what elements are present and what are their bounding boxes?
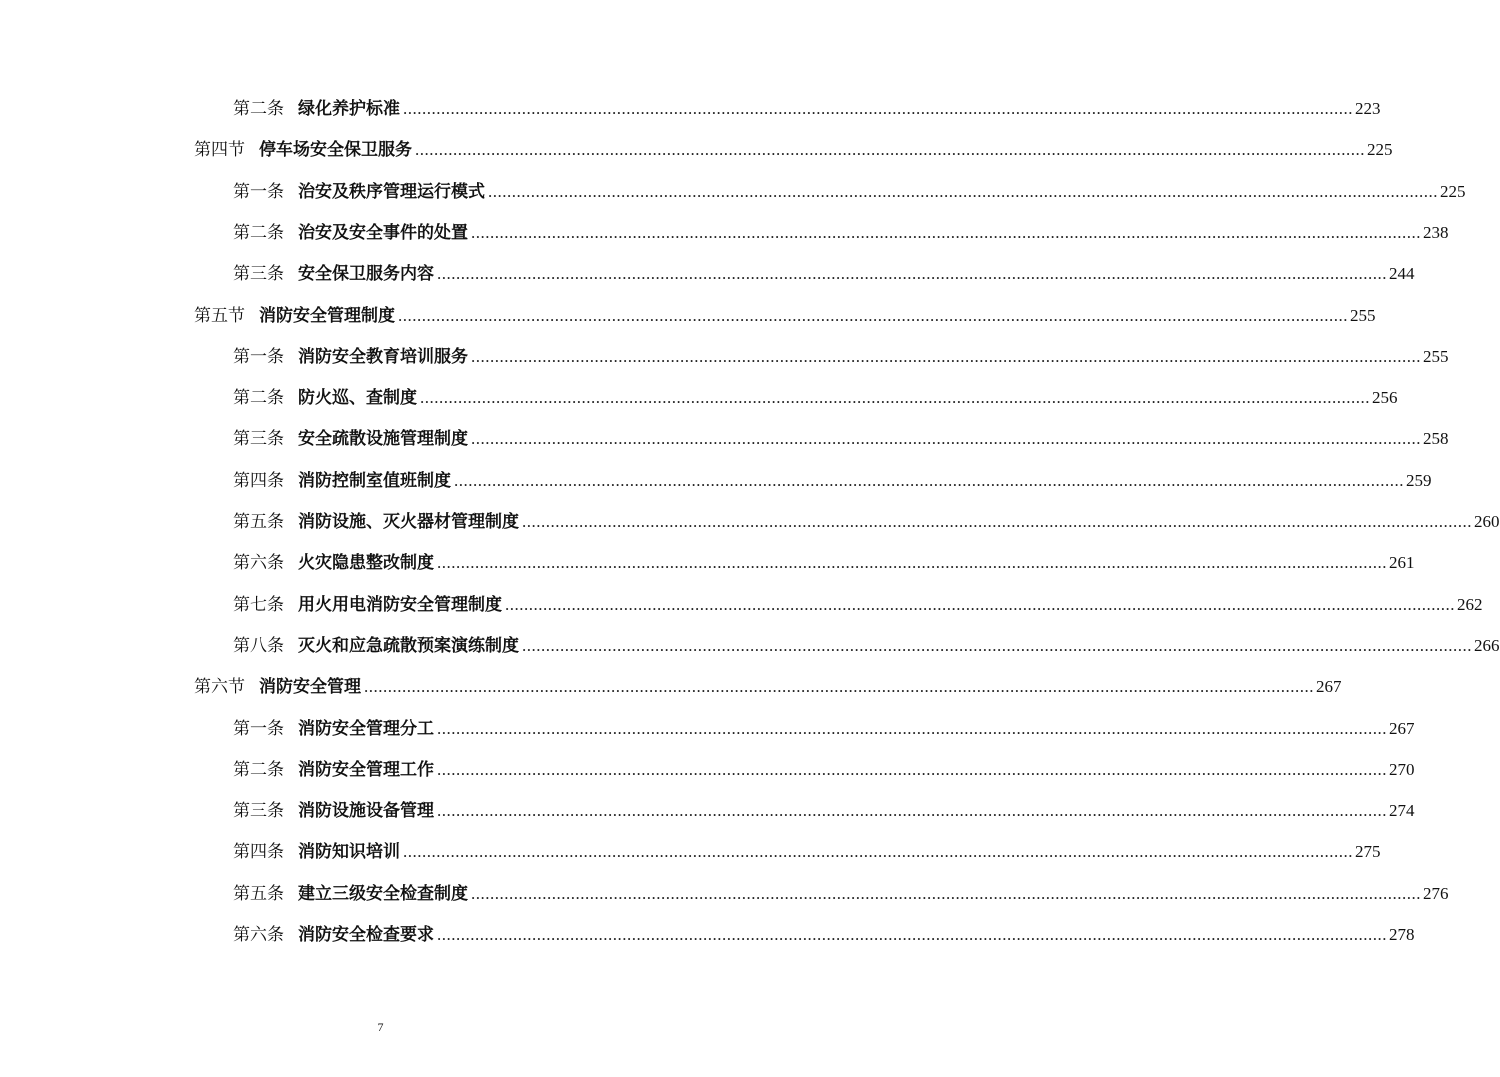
toc-dot-leader: ........................................................................................................................................................................................................	[471, 223, 1421, 242]
toc-entry-page: 225	[1440, 182, 1466, 201]
toc-entry-number: 第五条	[233, 884, 284, 903]
toc-article-entry[interactable]	[233, 796, 1415, 822]
toc-entry-page: 238	[1423, 223, 1449, 242]
toc-entry-page: 255	[1350, 306, 1376, 325]
toc-article-entry[interactable]	[233, 94, 1381, 120]
toc-entry-number: 第一条	[233, 182, 284, 201]
toc-entry-number: 第四条	[233, 471, 284, 490]
toc-entry-number: 第五条	[233, 512, 284, 531]
toc-entry-page: 261	[1389, 553, 1415, 572]
toc-article-entry[interactable]	[233, 631, 1500, 657]
toc-article-entry[interactable]	[233, 259, 1415, 285]
toc-entry-page: 266	[1474, 636, 1500, 655]
toc-dot-leader: ........................................................................................................................................................................................................	[420, 388, 1370, 407]
toc-dot-leader: ........................................................................................................................................................................................................	[488, 182, 1438, 201]
toc-section-entry[interactable]	[194, 301, 1376, 327]
toc-article-entry[interactable]	[233, 920, 1415, 946]
toc-entry-number: 第八条	[233, 636, 284, 655]
toc-entry-page: 267	[1389, 719, 1415, 738]
toc-entry-page: 225	[1367, 140, 1393, 159]
toc-entry-number: 第二条	[233, 760, 284, 779]
toc-dot-leader: ........................................................................................................................................................................................................	[437, 925, 1387, 944]
toc-entry-title: 治安及秩序管理运行模式	[298, 182, 485, 202]
toc-dot-leader: ........................................................................................................................................................................................................	[454, 471, 1404, 490]
toc-dot-leader: ........................................................................................................................................................................................................	[471, 347, 1421, 366]
toc-entry-title: 消防安全管理制度	[259, 306, 395, 326]
toc-dot-leader: ........................................................................................................................................................................................................	[522, 512, 1472, 531]
page-number: 7	[377, 1020, 384, 1034]
toc-dot-leader: ........................................................................................................................................................................................................	[364, 677, 1314, 696]
toc-article-entry[interactable]	[233, 466, 1432, 492]
toc-dot-leader: ........................................................................................................................................................................................................	[471, 429, 1421, 448]
toc-entry-title: 消防知识培训	[298, 842, 400, 862]
toc-entry-page: 262	[1457, 595, 1483, 614]
toc-dot-leader: ........................................................................................................................................................................................................	[398, 306, 1348, 325]
toc-entry-title: 消防控制室值班制度	[298, 471, 451, 491]
toc-entry-page: 274	[1389, 801, 1415, 820]
toc-entry-title: 用火用电消防安全管理制度	[298, 595, 502, 615]
toc-entry-number: 第三条	[233, 264, 284, 283]
toc-entry-number: 第一条	[233, 719, 284, 738]
toc-entry-title: 消防安全教育培训服务	[298, 347, 468, 367]
toc-entry-number: 第二条	[233, 99, 284, 118]
toc-dot-leader: ........................................................................................................................................................................................................	[403, 99, 1353, 118]
toc-entry-number: 第二条	[233, 388, 284, 407]
toc-entry-title: 消防设施、灭火器材管理制度	[298, 512, 519, 532]
toc-article-entry[interactable]	[233, 590, 1483, 616]
toc-entry-page: 260	[1474, 512, 1500, 531]
toc-section-entry[interactable]	[194, 135, 1393, 161]
toc-article-entry[interactable]	[233, 837, 1381, 863]
toc-section-entry[interactable]	[194, 672, 1342, 698]
toc-entry-number: 第七条	[233, 595, 284, 614]
toc-article-entry[interactable]	[233, 218, 1449, 244]
toc-entry-title: 绿化养护标准	[298, 99, 400, 119]
toc-entry-title: 消防安全检查要求	[298, 925, 434, 945]
toc-article-entry[interactable]	[233, 548, 1415, 574]
toc-entry-page: 223	[1355, 99, 1381, 118]
toc-entry-page: 259	[1406, 471, 1432, 490]
toc-entry-title: 火灾隐患整改制度	[298, 553, 434, 573]
toc-entry-title: 消防安全管理分工	[298, 719, 434, 739]
toc-article-entry[interactable]	[233, 177, 1466, 203]
toc-dot-leader: ........................................................................................................................................................................................................	[437, 719, 1387, 738]
toc-entry-number: 第三条	[233, 429, 284, 448]
toc-entry-title: 消防安全管理	[259, 677, 361, 697]
toc-dot-leader: ........................................................................................................................................................................................................	[505, 595, 1455, 614]
toc-entry-number: 第五节	[194, 306, 245, 325]
toc-entry-page: 255	[1423, 347, 1449, 366]
toc-entry-title: 消防设施设备管理	[298, 801, 434, 821]
toc-entry-title: 治安及安全事件的处置	[298, 223, 468, 243]
toc-article-entry[interactable]	[233, 879, 1449, 905]
toc-article-entry[interactable]	[233, 342, 1449, 368]
toc-entry-title: 消防安全管理工作	[298, 760, 434, 780]
toc-entry-number: 第四节	[194, 140, 245, 159]
toc-article-entry[interactable]	[233, 714, 1415, 740]
toc-entry-number: 第六条	[233, 553, 284, 572]
toc-dot-leader: ........................................................................................................................................................................................................	[522, 636, 1472, 655]
toc-entry-page: 267	[1316, 677, 1342, 696]
toc-article-entry[interactable]	[233, 755, 1415, 781]
toc-entry-title: 建立三级安全检查制度	[298, 884, 468, 904]
toc-dot-leader: ........................................................................................................................................................................................................	[415, 140, 1365, 159]
toc-entry-number: 第二条	[233, 223, 284, 242]
toc-article-entry[interactable]	[233, 383, 1398, 409]
toc-dot-leader: ........................................................................................................................................................................................................	[437, 801, 1387, 820]
toc-entry-number: 第一条	[233, 347, 284, 366]
toc-dot-leader: ........................................................................................................................................................................................................	[437, 264, 1387, 283]
toc-entry-number: 第三条	[233, 801, 284, 820]
toc-article-entry[interactable]	[233, 424, 1449, 450]
toc-entry-page: 275	[1355, 842, 1381, 861]
toc-dot-leader: ........................................................................................................................................................................................................	[437, 553, 1387, 572]
toc-dot-leader: ........................................................................................................................................................................................................	[471, 884, 1421, 903]
toc-entry-page: 270	[1389, 760, 1415, 779]
toc-entry-page: 276	[1423, 884, 1449, 903]
toc-entry-page: 258	[1423, 429, 1449, 448]
toc-entry-page: 244	[1389, 264, 1415, 283]
toc-entry-title: 安全疏散设施管理制度	[298, 429, 468, 449]
toc-article-entry[interactable]	[233, 507, 1500, 533]
toc-entry-title: 防火巡、查制度	[298, 388, 417, 408]
toc-entry-page: 256	[1372, 388, 1398, 407]
toc-entry-title: 停车场安全保卫服务	[259, 140, 412, 160]
toc-entry-title: 安全保卫服务内容	[298, 264, 434, 284]
toc-entry-number: 第六条	[233, 925, 284, 944]
toc-entry-page: 278	[1389, 925, 1415, 944]
toc-entry-number: 第四条	[233, 842, 284, 861]
toc-dot-leader: ........................................................................................................................................................................................................	[403, 842, 1353, 861]
toc-dot-leader: ........................................................................................................................................................................................................	[437, 760, 1387, 779]
toc-entry-title: 灭火和应急疏散预案演练制度	[298, 636, 519, 656]
toc-entry-number: 第六节	[194, 677, 245, 696]
